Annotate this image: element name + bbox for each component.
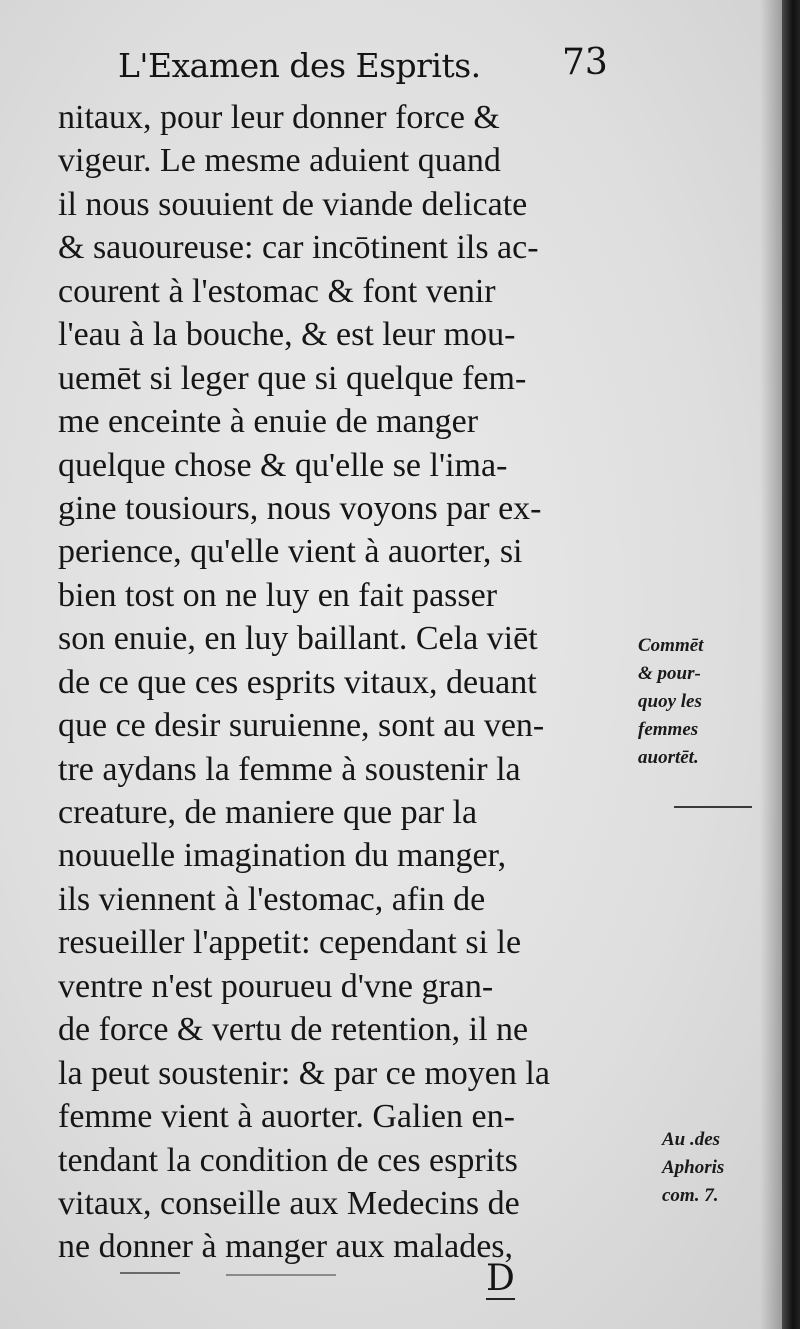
marginal-note-abortion: [638, 632, 768, 772]
marginal-note-aphorisms: [662, 1126, 768, 1210]
running-head: [118, 42, 638, 94]
page-number: 73: [562, 42, 608, 83]
text-line: que ce desir suruienne, sont au ven-: [58, 707, 545, 745]
text-line: ils viennent à l'estomac, afin de: [58, 880, 486, 918]
text-line: creature, de maniere que par la: [58, 794, 478, 831]
marginal-note-line: quoy les: [638, 691, 702, 712]
text-line: la peut soustenir: & par ce moyen la: [58, 1054, 550, 1092]
text-line: vigeur. Le mesme aduient quand: [58, 142, 501, 180]
running-head-title: L'Examen des Esprits.: [118, 46, 481, 85]
marginal-note-line: com. 7.: [662, 1185, 719, 1206]
text-line: nouuelle imagination du manger,: [58, 837, 507, 875]
marginal-note-line: auortēt.: [638, 747, 699, 768]
text-line: son enuie, en luy baillant. Cela viēt: [58, 620, 538, 658]
text-line: il nous souuient de viande delicate: [58, 185, 528, 223]
book-edge: [782, 0, 800, 1329]
marginal-note-line: Au .des: [662, 1129, 721, 1150]
marginal-note-line: Commēt: [638, 635, 704, 656]
ink-stroke: [120, 1272, 180, 1274]
signature-mark: D: [486, 1258, 515, 1299]
text-line: ne donner à manger aux malades,: [58, 1228, 514, 1266]
text-line: gine tousiours, nous voyons par ex-: [58, 489, 542, 527]
text-line: l'eau à la bouche, & est leur mou-: [58, 316, 516, 354]
marginal-note-line: femmes: [638, 719, 699, 740]
text-line: femme vient à auorter. Galien en-: [58, 1098, 515, 1136]
text-line: de force & vertu de retention, il ne: [58, 1011, 529, 1049]
marginal-note-line: & pour-: [638, 663, 701, 684]
ink-stroke: [226, 1274, 336, 1276]
text-line: de ce que ces esprits vitaux, deuant: [58, 663, 537, 701]
text-line: me enceinte à enuie de manger: [58, 403, 479, 441]
text-line: vitaux, conseille aux Medecins de: [58, 1184, 520, 1222]
text-line: resueiller l'appetit: cependant si le: [58, 924, 522, 962]
body-text: [58, 96, 636, 1269]
text-line: & sauoureuse: car incōtinent ils ac-: [58, 229, 539, 267]
text-line: nitaux, pour leur donner force &: [58, 99, 500, 136]
text-line: bien tost on ne luy en fait passer: [58, 576, 498, 614]
text-line: uemēt si leger que si quelque fem-: [58, 359, 527, 397]
text-line: quelque chose & qu'elle se l'ima-: [58, 446, 508, 484]
text-line: courent à l'estomac & font venir: [58, 272, 496, 310]
marginal-note-line: Aphoris: [662, 1157, 725, 1178]
text-line: tendant la condition de ces esprits: [58, 1141, 518, 1179]
text-line: perience, qu'elle vient à auorter, si: [58, 533, 523, 571]
text-line: ventre n'est pourueu d'vne gran-: [58, 967, 494, 1005]
marginal-note-underline: [674, 806, 752, 808]
text-line: tre aydans la femme à soustenir la: [58, 750, 521, 788]
